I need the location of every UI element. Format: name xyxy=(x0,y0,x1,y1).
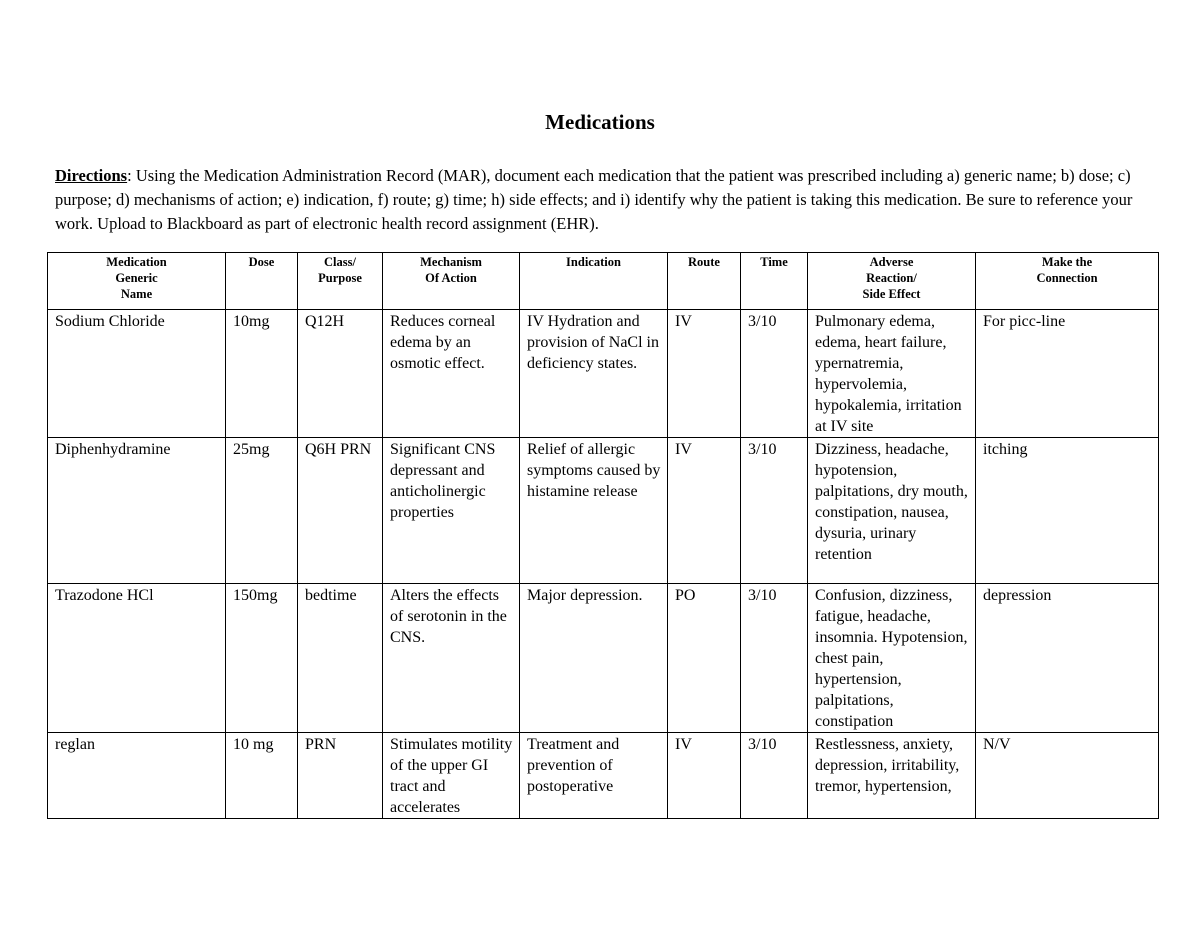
cell-mechanism: Reduces corneal edema by an osmotic effect. xyxy=(383,310,520,438)
cell-indication: Relief of allergic symptoms caused by histamine release xyxy=(520,438,668,584)
cell-adverse: Restlessness, anxiety, depression, irritability, tremor, hypertension, xyxy=(808,733,976,819)
table-row xyxy=(48,584,1159,733)
table-row xyxy=(48,438,1159,584)
directions-paragraph xyxy=(55,164,1155,236)
header-adverse-reaction: Adverse Reaction/ Side Effect xyxy=(808,253,976,310)
cell-dose: 10 mg xyxy=(226,733,298,819)
header-make-the-connection: Make the Connection xyxy=(976,253,1159,310)
cell-connection: itching xyxy=(976,438,1159,584)
cell-connection: N/V xyxy=(976,733,1159,819)
cell-time: 3/10 xyxy=(741,438,808,584)
header-medication-generic-name: Medication Generic Name xyxy=(48,253,226,310)
directions-colon: : xyxy=(127,166,132,185)
medications-table xyxy=(47,252,1159,819)
cell-class: PRN xyxy=(298,733,383,819)
table-row xyxy=(48,733,1159,819)
cell-dose: 150mg xyxy=(226,584,298,733)
cell-indication: IV Hydration and provision of NaCl in deficiency states. xyxy=(520,310,668,438)
cell-adverse: Confusion, dizziness, fatigue, headache, insomnia. Hypotension, chest pain, hypertension, palpitations, constipation xyxy=(808,584,976,733)
header-dose: Dose xyxy=(226,253,298,310)
header-time: Time xyxy=(741,253,808,310)
cell-route: IV xyxy=(668,733,741,819)
table-header-row xyxy=(48,253,1159,310)
page-title: Medications xyxy=(545,110,655,134)
header-indication: Indication xyxy=(520,253,668,310)
cell-class: Q12H xyxy=(298,310,383,438)
cell-dose: 10mg xyxy=(226,310,298,438)
cell-medication-name: Trazodone HCl xyxy=(48,584,226,733)
cell-dose: 25mg xyxy=(226,438,298,584)
cell-indication: Major depression. xyxy=(520,584,668,733)
cell-adverse: Pulmonary edema, edema, heart failure, ypernatremia, hypervolemia, hypokalemia, irritation at IV site xyxy=(808,310,976,438)
cell-mechanism: Alters the effects of serotonin in the CNS. xyxy=(383,584,520,733)
header-mechanism-of-action: Mechanism Of Action xyxy=(383,253,520,310)
cell-indication: Treatment and prevention of postoperative xyxy=(520,733,668,819)
cell-medication-name: Sodium Chloride xyxy=(48,310,226,438)
cell-route: IV xyxy=(668,310,741,438)
cell-adverse: Dizziness, headache, hypotension, palpitations, dry mouth, constipation, nausea, dysuria, urinary retention xyxy=(808,438,976,584)
directions-label: Directions xyxy=(55,166,128,185)
cell-connection: For picc-line xyxy=(976,310,1159,438)
header-route: Route xyxy=(668,253,741,310)
cell-time: 3/10 xyxy=(741,584,808,733)
cell-route: IV xyxy=(668,438,741,584)
cell-mechanism: Significant CNS depressant and anticholinergic properties xyxy=(383,438,520,584)
header-class-purpose: Class/ Purpose xyxy=(298,253,383,310)
cell-class: Q6H PRN xyxy=(298,438,383,584)
cell-time: 3/10 xyxy=(741,310,808,438)
table-row xyxy=(48,310,1159,438)
cell-class: bedtime xyxy=(298,584,383,733)
cell-medication-name: reglan xyxy=(48,733,226,819)
cell-mechanism: Stimulates motility of the upper GI tract and accelerates xyxy=(383,733,520,819)
cell-connection: depression xyxy=(976,584,1159,733)
directions-text: Using the Medication Administration Record (MAR), document each medication that the patient was prescribed including a) generic name; b) dose; c) purpose; d) mechanisms of action; e) indication, f) route; g) time; h) side effects; and i) identify why the patient is taking this medication. Be sure to reference your work. Upload to Blackboard as part of electronic health record assignment (EHR). xyxy=(55,166,1133,233)
cell-time: 3/10 xyxy=(741,733,808,819)
cell-medication-name: Diphenhydramine xyxy=(48,438,226,584)
cell-route: PO xyxy=(668,584,741,733)
